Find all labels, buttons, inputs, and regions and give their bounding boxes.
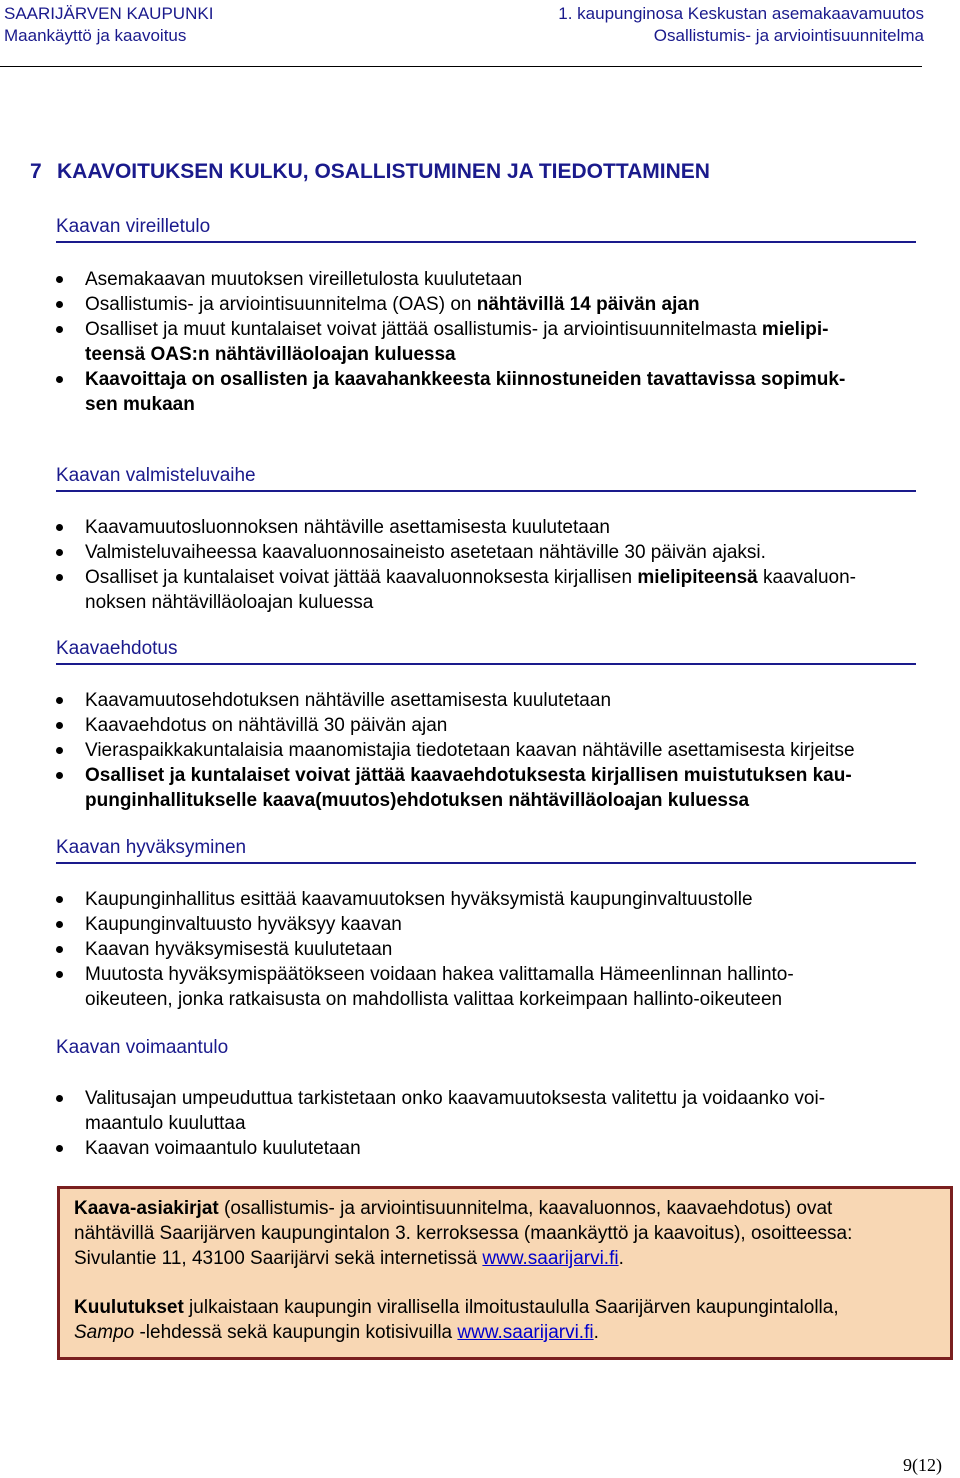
list-item: Valmisteluvaiheessa kaavaluonnosaineisto asetetaan nähtäville 30 päivän ajaksi. — [56, 540, 916, 565]
header-department: Maankäyttö ja kaavoitus — [4, 26, 187, 45]
list-kaavaehdotus — [56, 688, 916, 813]
list-voimaantulo — [56, 1086, 916, 1161]
kuulutukset-label: Kuulutukset — [74, 1297, 184, 1318]
list-item: Kaavan voimaantulo kuulutetaan — [56, 1136, 916, 1161]
list-hyvaksyminen — [56, 887, 916, 1012]
list-item: Asemakaavan muutoksen vireilletulosta kuulutetaan — [56, 267, 916, 292]
page-number: 9(12) — [903, 1455, 942, 1475]
header-rule — [0, 66, 922, 67]
list-item: Kaavamuutosluonnoksen nähtäville asettamisesta kuulutetaan — [56, 515, 916, 540]
page-header — [0, 2, 960, 46]
info-line: Kuulutukset julkaistaan kaupungin virallisella ilmoitustaululla Saarijärven kaupungintalolla, — [74, 1297, 839, 1318]
list-item: Muutosta hyväksymispäätökseen voidaan hakea valittamalla Hämeenlinnan hallinto- oikeuteen, jonka ratkaisusta on mahdollista valittaa korkeimpaan hallinto-oikeuteen — [56, 962, 916, 1012]
list-item: Kaavoittaja on osallisten ja kaavahankkeesta kiinnostuneiden tavattavissa sopimuk- sen mukaan — [56, 367, 916, 417]
list-valmisteluvaihe — [56, 515, 916, 615]
list-item: Kaavamuutosehdotuksen nähtäville asettamisesta kuulutetaan — [56, 688, 916, 713]
list-item: Kaavan hyväksymisestä kuulutetaan — [56, 937, 916, 962]
header-organization: SAARIJÄRVEN KAUPUNKI — [4, 4, 214, 23]
info-line: Sivulantie 11, 43100 Saarijärvi sekä internetissä www.saarijarvi.fi. — [74, 1248, 624, 1269]
section-heading-valmisteluvaihe: Kaavan valmisteluvaihe — [56, 464, 916, 492]
list-item: Kaupunginvaltuusto hyväksyy kaavan — [56, 912, 916, 937]
list-item: Kaupunginhallitus esittää kaavamuutoksen hyväksymistä kaupunginvaltuustolle — [56, 887, 916, 912]
list-item: Kaavaehdotus on nähtävillä 30 päivän ajan — [56, 713, 916, 738]
list-item: Valitusajan umpeuduttua tarkistetaan onko kaavamuutoksesta valitettu ja voidaanko voi- maantulo kuuluttaa — [56, 1086, 916, 1136]
list-vireilletulo — [56, 267, 916, 417]
header-plan-title: 1. kaupunginosa Keskustan asemakaavamuutos — [558, 4, 924, 23]
info-box — [57, 1186, 953, 1360]
list-item: Osallistumis- ja arviointisuunnitelma (OAS) on nähtävillä 14 päivän ajan — [56, 292, 916, 317]
website-link[interactable]: www.saarijarvi.fi — [482, 1248, 619, 1269]
header-document-title: Osallistumis- ja arviointisuunnitelma — [653, 26, 924, 45]
info-line: nähtävillä Saarijärven kaupungintalon 3. kerroksessa (maankäyttö ja kaavoitus), osoitteessa: — [74, 1223, 853, 1244]
section-heading-kaavaehdotus: Kaavaehdotus — [56, 637, 916, 665]
chapter-title: KAAVOITUKSEN KULKU, OSALLISTUMINEN JA TIEDOTTAMINEN — [57, 160, 710, 183]
section-heading-voimaantulo: Kaavan voimaantulo — [56, 1037, 229, 1058]
info-line: Kaava-asiakirjat (osallistumis- ja arviointisuunnitelma, kaavaluonnos, kaavaehdotus) ovat — [74, 1198, 833, 1219]
section-heading-vireilletulo: Kaavan vireilletulo — [56, 215, 916, 243]
list-item: Osalliset ja muut kuntalaiset voivat jättää osallistumis- ja arviointisuunnitelmasta mielipi- teensä OAS:n nähtävilläoloajan kuluessa — [56, 317, 916, 367]
chapter-number: 7 — [30, 160, 42, 183]
chapter-heading — [30, 160, 710, 184]
website-link[interactable]: www.saarijarvi.fi — [457, 1322, 594, 1343]
kaava-asiakirjat-label: Kaava-asiakirjat — [74, 1198, 219, 1219]
info-line: Sampo -lehdessä sekä kaupungin kotisivuilla www.saarijarvi.fi. — [74, 1322, 599, 1343]
sampo-newspaper: Sampo — [74, 1322, 135, 1343]
section-heading-hyvaksyminen: Kaavan hyväksyminen — [56, 836, 916, 864]
list-item: Osalliset ja kuntalaiset voivat jättää kaavaluonnoksesta kirjallisen mielipiteensä kaavaluon- noksen nähtävilläoloajan kuluessa — [56, 565, 916, 615]
list-item: Vieraspaikkakuntalaisia maanomistajia tiedotetaan kaavan nähtäville asettamisesta kirjeitse — [56, 738, 916, 763]
list-item: Osalliset ja kuntalaiset voivat jättää kaavaehdotuksesta kirjallisen muistutuksen kau- punginhallitukselle kaava(muutos)ehdotuksen nähtävilläoloajan kuluessa — [56, 763, 916, 813]
